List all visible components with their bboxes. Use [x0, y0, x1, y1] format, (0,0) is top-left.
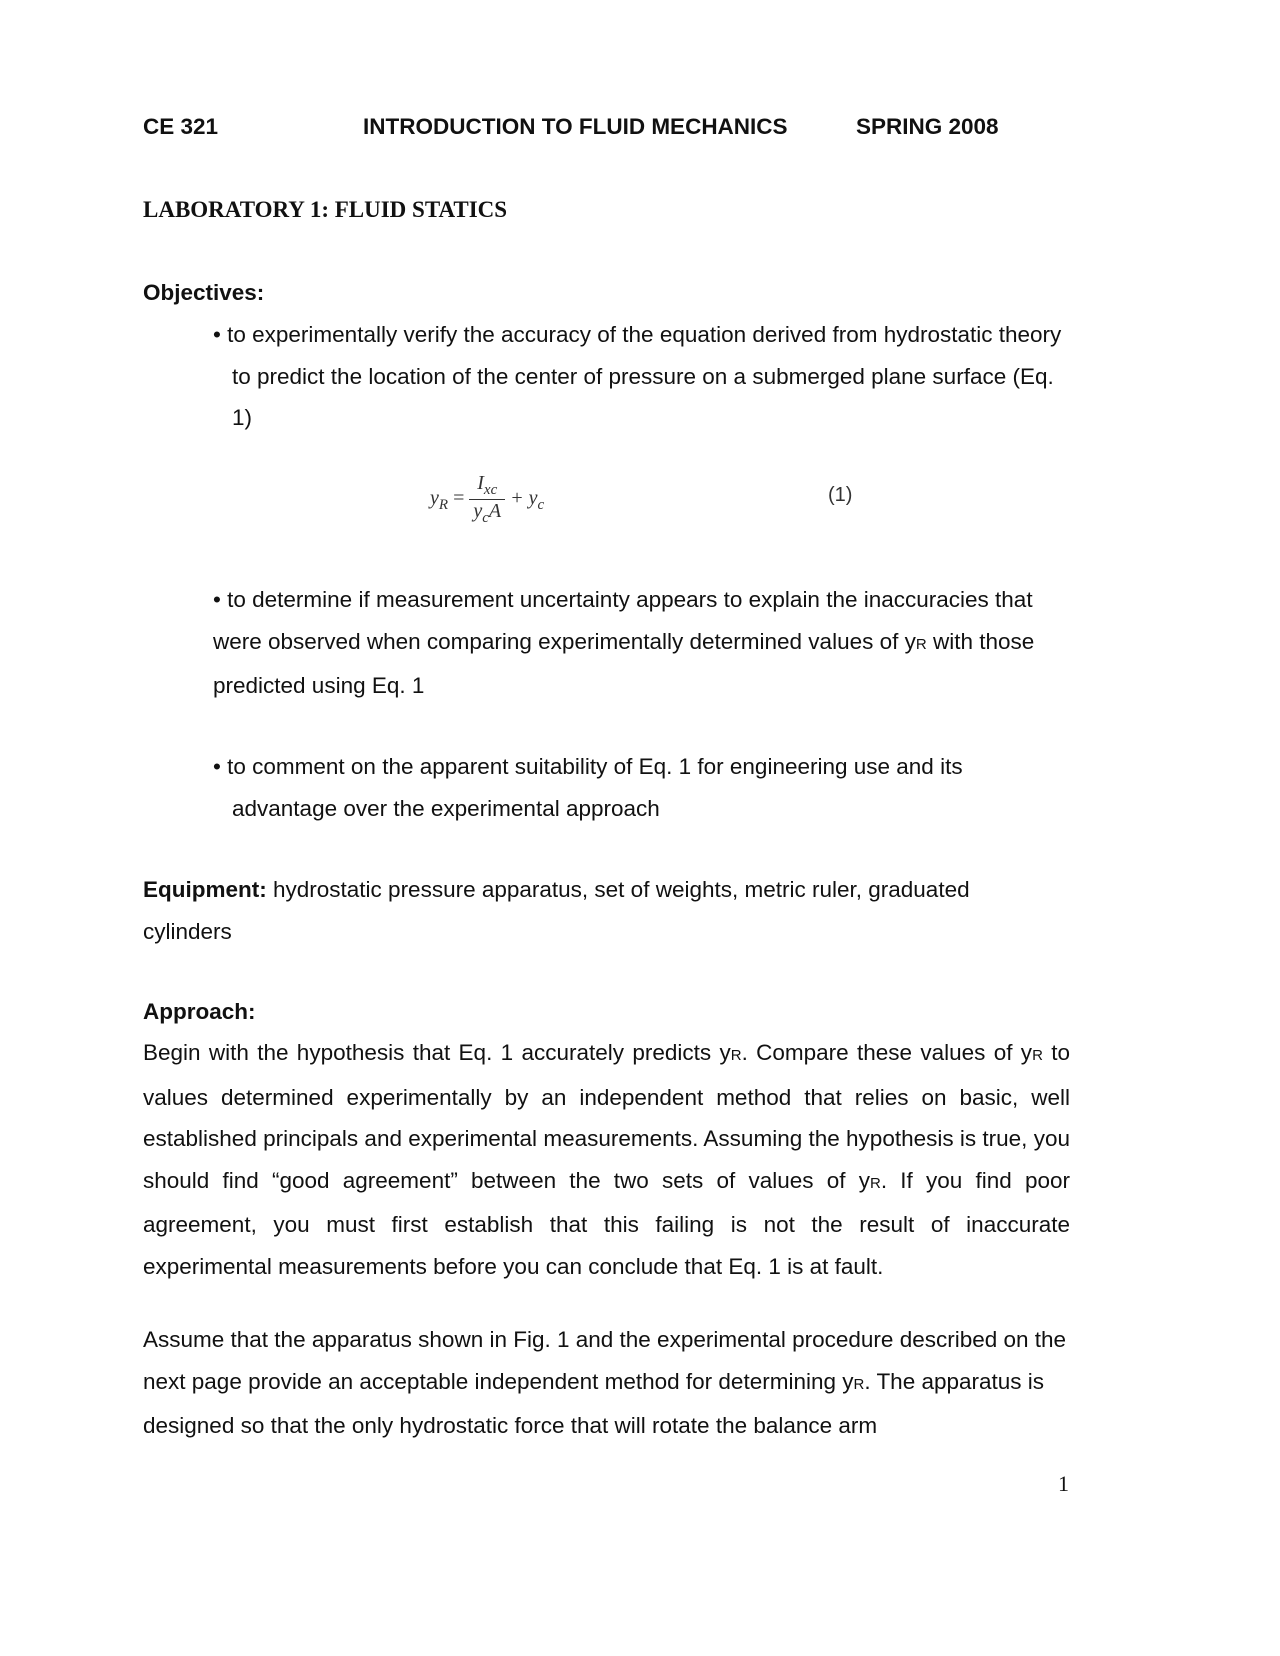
eq-den-tail: A: [488, 500, 502, 522]
lab-title: LABORATORY 1: FLUID STATICS: [143, 197, 508, 222]
objective-2-text-end: with those predicted using Eq. 1: [213, 628, 1035, 698]
text: . If you find poor agreement, you must first establish that this failing is not the result of inaccurate experimental measurements before you can conclude that Eq. 1 is at fault.: [143, 1167, 1070, 1279]
eq-lhs-sub: R: [438, 497, 449, 514]
objective-2: [213, 579, 1073, 707]
eq-den-sub: c: [482, 510, 489, 526]
subscript: R: [853, 1375, 865, 1393]
subscript: R: [730, 1047, 742, 1064]
eq-equals: =: [453, 487, 465, 510]
objective-2-text: • to determine if measurement uncertainty appears to explain the inaccuracies that were observed when comparing experimentally determined values of y: [213, 587, 1033, 654]
eq-plus-sub: c: [537, 497, 545, 514]
course-title: INTRODUCTION TO FLUID MECHANICS: [363, 114, 788, 139]
equipment-label: Equipment:: [143, 877, 267, 902]
eq-fraction: [469, 472, 505, 527]
equipment: [143, 869, 1033, 952]
eq-lhs: y: [430, 487, 439, 510]
text: . Compare these values of y: [741, 1040, 1033, 1065]
approach-heading: Approach:: [143, 999, 256, 1024]
text: Begin with the hypothesis that Eq. 1 accurately predicts y: [143, 1040, 731, 1065]
eq-den: y: [473, 500, 483, 522]
objective-3: • to comment on the apparent suitability of Eq. 1 for engineering use and its advantage over the experimental approach: [213, 754, 963, 821]
objectives-heading: Objectives:: [143, 280, 265, 305]
equipment-text: hydrostatic pressure apparatus, set of weights, metric ruler, graduated cylinders: [143, 877, 970, 944]
eq-num: I: [477, 472, 484, 494]
objective-1: • to experimentally verify the accuracy of the equation derived from hydrostatic theory to predict the location of the center of pressure on a submerged plane surface (Eq. 1): [213, 322, 1062, 430]
page-number: 1: [1058, 1471, 1069, 1496]
text: to values determined experimentally by an independent method that relies on basic, well established principals and experimental measurements. Assuming the hypothesis is true, you should find “good agreement” between the two sets of values of y: [143, 1040, 1070, 1193]
approach-paragraph-2: [143, 1319, 1070, 1447]
approach-paragraph-1: [143, 1032, 1070, 1287]
text: Assume that the apparatus shown in Fig. 1 and the experimental procedure described on the next page provide an acceptable independent method for determining y: [143, 1327, 1067, 1394]
eq-num-sub: xc: [483, 482, 498, 498]
subscript: R: [869, 1174, 881, 1192]
course-code: CE 321: [143, 114, 219, 139]
equation-1: [430, 472, 544, 527]
subscript: R: [915, 635, 927, 653]
subscript: R: [1032, 1047, 1043, 1064]
equation-number: (1): [828, 484, 853, 506]
eq-plus: + y: [510, 487, 538, 510]
text: . The apparatus is designed so that the only hydrostatic force that will rotate the balance arm: [143, 1368, 1045, 1438]
term: SPRING 2008: [856, 114, 999, 139]
